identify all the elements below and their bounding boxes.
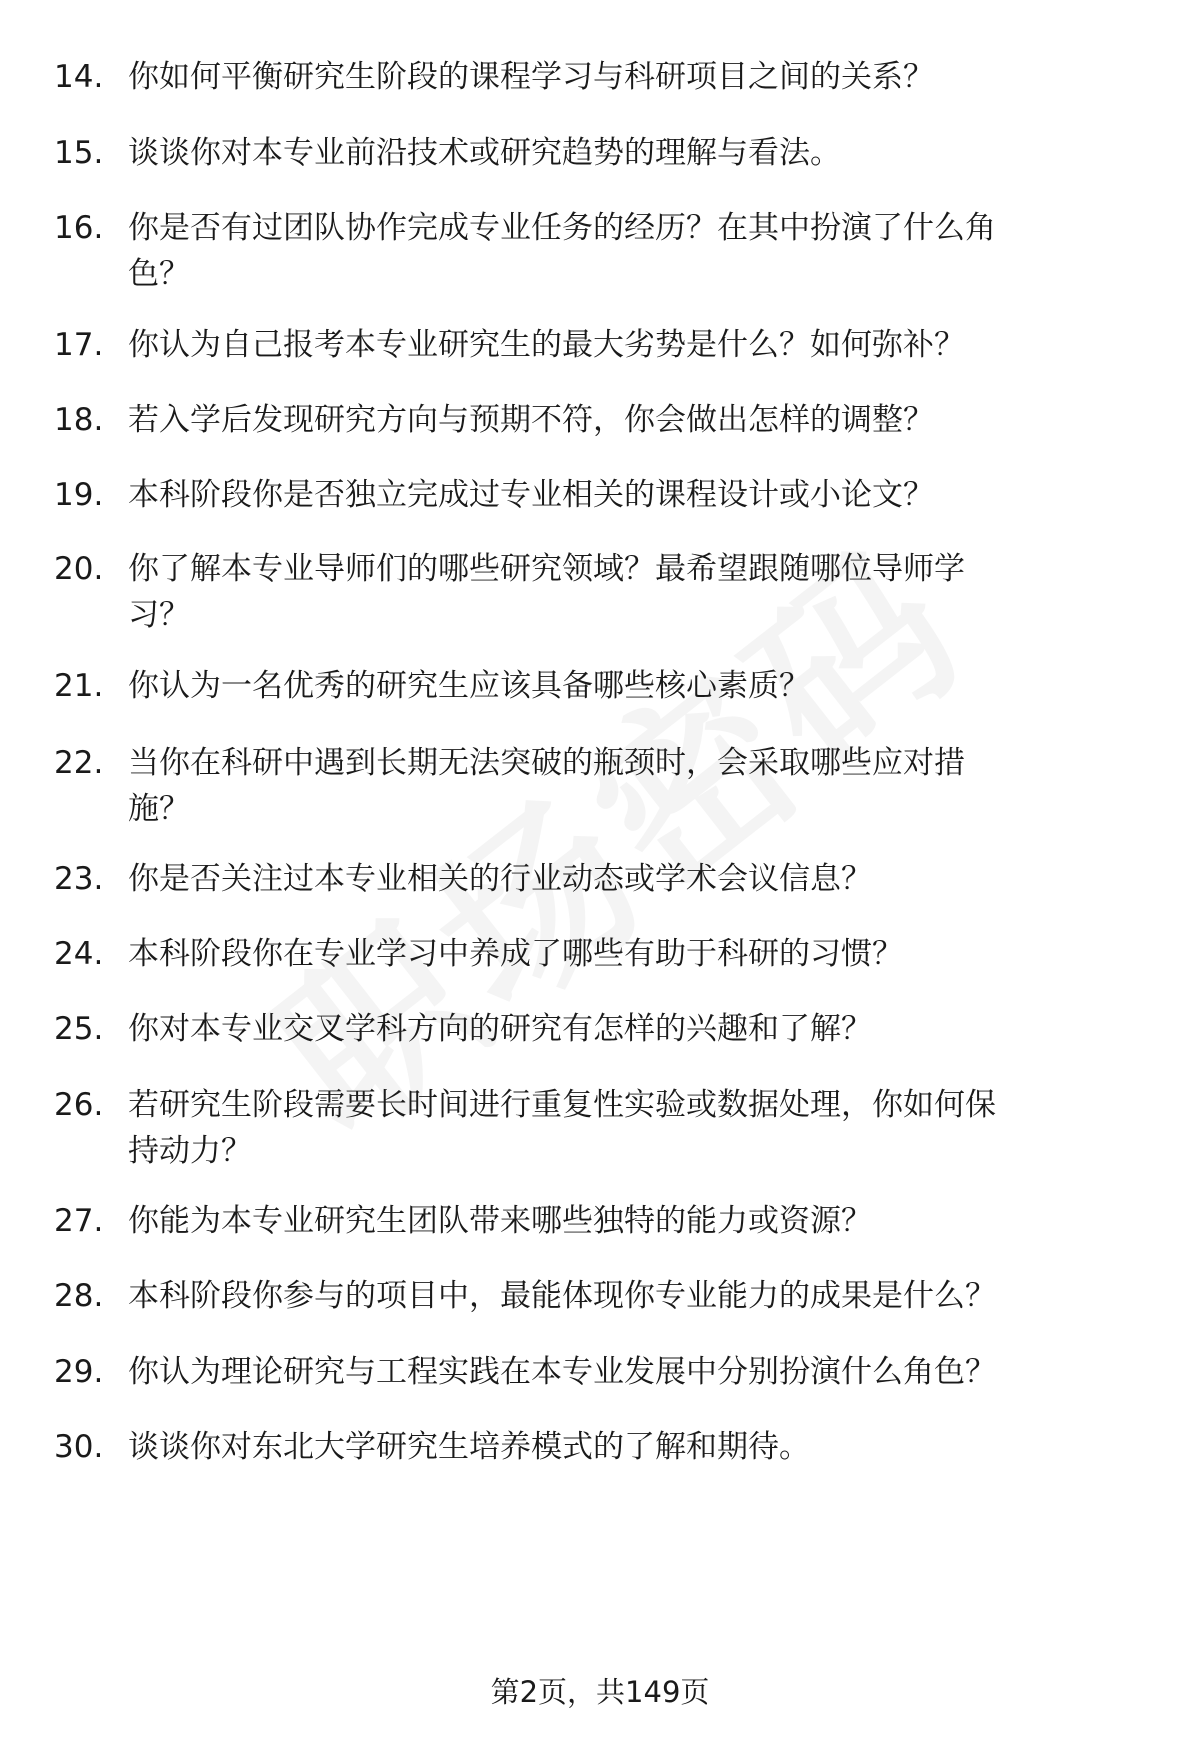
question-text: 你了解本专业导师们的哪些研究领域？最希望跟随哪位导师学 习？: [128, 551, 965, 633]
question-number: 25.: [54, 1011, 104, 1047]
question-text: 本科阶段你参与的项目中，最能体现你专业能力的成果是什么？: [128, 1278, 996, 1314]
question-number: 14.: [54, 59, 104, 95]
question-text: 你如何平衡研究生阶段的课程学习与科研项目之间的关系？: [128, 59, 934, 95]
question-text: 谈谈你对东北大学研究生培养模式的了解和期待。: [128, 1429, 810, 1465]
question-text: 若研究生阶段需要长时间进行重复性实验或数据处理，你如何保 持动力？: [128, 1087, 996, 1169]
question-text: 你认为自己报考本专业研究生的最大劣势是什么？如何弥补？: [128, 327, 965, 363]
page-footer: 第2页，共149页: [490, 1675, 710, 1709]
question-number: 30.: [54, 1429, 104, 1465]
question-text: 你能为本专业研究生团队带来哪些独特的能力或资源？: [128, 1203, 872, 1239]
question-number: 24.: [54, 936, 104, 972]
question-number: 15.: [54, 135, 104, 171]
question-text: 你是否关注过本专业相关的行业动态或学术会议信息？: [128, 861, 872, 897]
question-number: 21.: [54, 668, 104, 704]
question-text: 你认为一名优秀的研究生应该具备哪些核心素质？: [128, 668, 810, 704]
question-text: 谈谈你对本专业前沿技术或研究趋势的理解与看法。: [128, 135, 841, 171]
question-number: 23.: [54, 861, 104, 897]
question-text: 本科阶段你是否独立完成过专业相关的课程设计或小论文？: [128, 477, 934, 513]
question-text: 当你在科研中遇到长期无法突破的瓶颈时，会采取哪些应对措 施？: [128, 745, 965, 827]
question-number: 17.: [54, 327, 104, 363]
question-number: 29.: [54, 1354, 104, 1390]
question-text: 你认为理论研究与工程实践在本专业发展中分别扮演什么角色？: [128, 1354, 996, 1390]
question-text: 你对本专业交叉学科方向的研究有怎样的兴趣和了解？: [128, 1011, 872, 1047]
question-text: 若入学后发现研究方向与预期不符，你会做出怎样的调整？: [128, 402, 934, 438]
question-number: 26.: [54, 1087, 104, 1123]
question-number: 28.: [54, 1278, 104, 1314]
question-number: 16.: [54, 210, 104, 246]
question-text: 本科阶段你在专业学习中养成了哪些有助于科研的习惯？: [128, 936, 903, 972]
question-number: 20.: [54, 551, 104, 587]
question-number: 22.: [54, 745, 104, 781]
question-number: 19.: [54, 477, 104, 513]
question-text: 你是否有过团队协作完成专业任务的经历？在其中扮演了什么角 色？: [128, 210, 996, 292]
question-number: 18.: [54, 402, 104, 438]
question-number: 27.: [54, 1203, 104, 1239]
